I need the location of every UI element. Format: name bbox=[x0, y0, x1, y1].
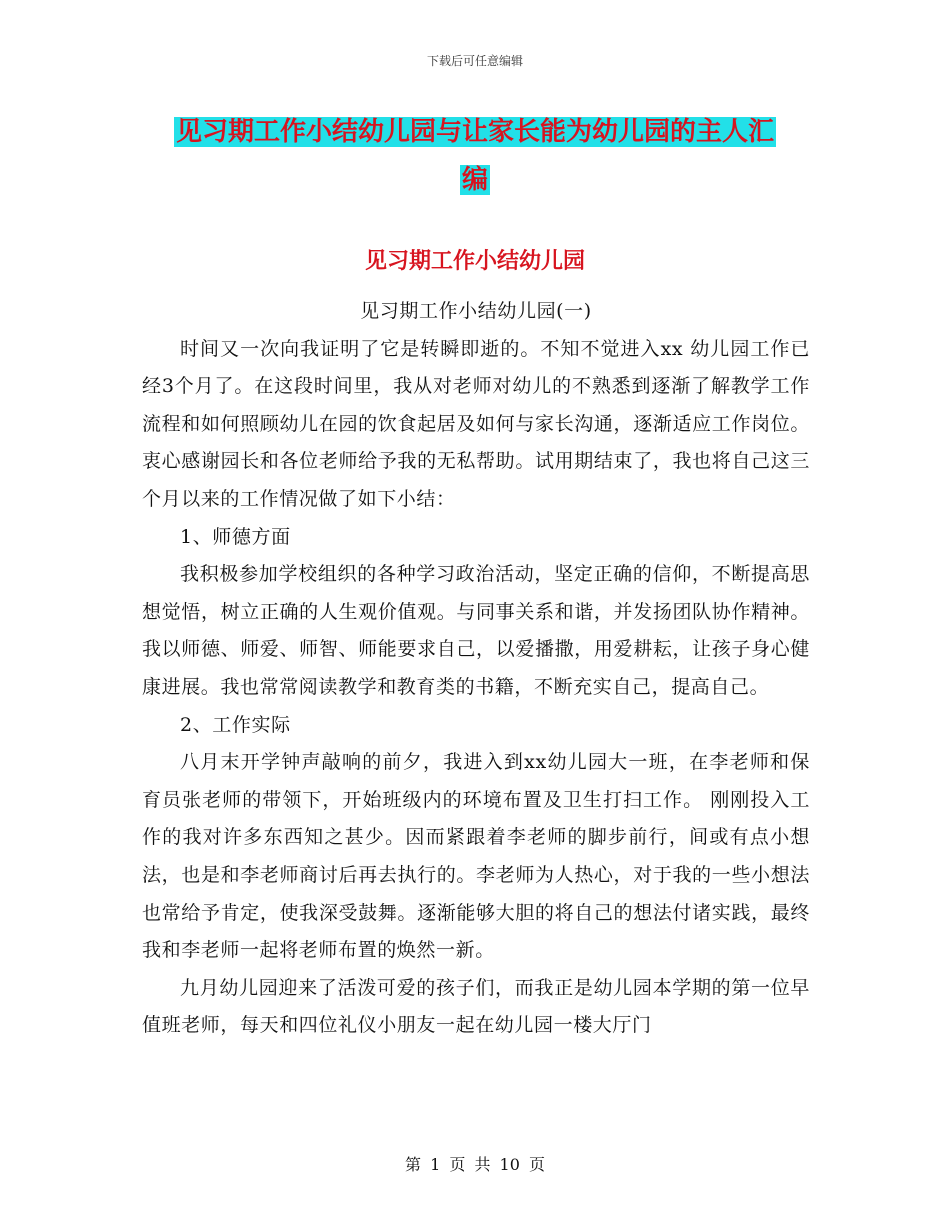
paragraph-intro: 时间又一次向我证明了它是转瞬即逝的。不知不觉进入xx 幼儿园工作已经3个月了。在这段时间里，我从对老师对幼儿的不熟悉到逐渐了解教学工作流程和如何照顾幼儿在园的饮食起居及如何与家长沟通，逐渐适应工作岗位。衷心感谢园长和各位老师给予我的无私帮助。试用期结束了，我也将自己这三个月以来的工作情况做了如下小结： bbox=[142, 337, 810, 510]
document-main-title bbox=[140, 108, 810, 204]
paragraph-ethics: 我积极参加学校组织的各种学习政治活动，坚定正确的信仰，不断提高思想觉悟，树立正确的人生观价值观。与同事关系和谐，并发扬团队协作精神。我以师德、师爱、师智、师能要求自己，以爱播撒，用爱耕耘，让孩子身心健康进展。我也常常阅读教学和教育类的书籍，不断充实自己，提高自己。 bbox=[142, 563, 810, 698]
document-body bbox=[142, 293, 810, 1045]
section-heading-work: 2、工作实际 bbox=[180, 713, 291, 736]
paragraph-work-september: 九月幼儿园迎来了活泼可爱的孩子们，而我正是幼儿园本学期的第一位早值班老师，每天和四位礼仪小朋友一起在幼儿园一楼大厅门 bbox=[142, 976, 810, 1037]
page-footer: 第 1 页 共 10 页 bbox=[405, 1155, 545, 1174]
header-note: 下载后可任意编辑 bbox=[426, 54, 523, 68]
main-title-line-1: 见习期工作小结幼儿园与让家长能为幼儿园的主人汇 bbox=[175, 117, 774, 147]
paragraph-work-august: 八月末开学钟声敲响的前夕，我进入到xx幼儿园大一班，在李老师和保育员张老师的带领下，开始班级内的环境布置及卫生打扫工作。 刚刚投入工作的我对许多东西知之甚少。因而紧跟着李老师的脚步前行，间或有点小想法，也是和李老师商讨后再去执行的。李老师为人热心，对于我的一些小想法也常给予肯定，使我深受鼓舞。逐渐能够大胆的将自己的想法付诸实践，最终我和李老师一起将老师布置的焕然一新。 bbox=[142, 751, 810, 962]
section-heading-ethics: 1、师德方面 bbox=[180, 525, 291, 548]
main-title-line-2: 编 bbox=[461, 165, 488, 195]
article-heading: 见习期工作小结幼儿园(一) bbox=[360, 300, 592, 322]
section-title: 见习期工作小结幼儿园 bbox=[364, 248, 585, 274]
